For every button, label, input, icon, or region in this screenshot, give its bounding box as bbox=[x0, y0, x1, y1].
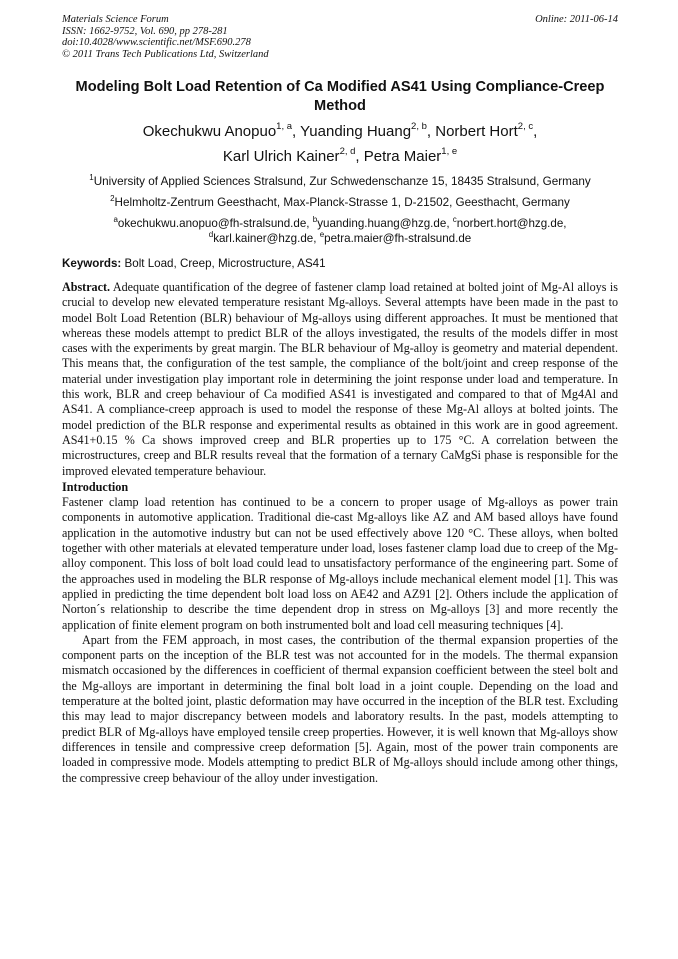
email-sup: b bbox=[312, 215, 318, 224]
email-sup: a bbox=[113, 215, 118, 224]
paper-page bbox=[62, 14, 618, 786]
author-name: Okechukwu Anopuo bbox=[142, 123, 277, 140]
affiliation-text: Helmholtz-Zentrum Geesthacht, Max-Planck-Strasse 1, D-21502, Geesthacht, Germany bbox=[114, 196, 570, 209]
section-heading-introduction: Introduction bbox=[62, 479, 129, 494]
email-line-1: $^a$okechukwu.anopuo@fh-stralsund.de, $^b$yuanding.huang@hzg.de, $^c$norbert.hort@hzg.de, bbox=[113, 215, 567, 230]
author-list bbox=[62, 119, 618, 169]
author-name: Norbert Hort bbox=[435, 123, 518, 140]
issn-line: ISSN: 1662-9752, Vol. 690, pp 278-281 bbox=[62, 25, 228, 37]
email-address[interactable]: petra.maier@fh-stralsund.de bbox=[324, 232, 472, 245]
email-address[interactable]: norbert.hort@hzg.de bbox=[456, 217, 564, 230]
email-list bbox=[62, 216, 618, 246]
abstract bbox=[62, 280, 618, 479]
affiliation-sup: 1 bbox=[89, 173, 94, 182]
online-date: Online: 2011-06-14 bbox=[535, 14, 618, 25]
author-sup: 1, a bbox=[276, 121, 293, 132]
paper-title: Modeling Bolt Load Retention of Ca Modified AS41 Using Compliance-Creep Method bbox=[75, 79, 605, 114]
copyright-line: © 2011 Trans Tech Publications Ltd, Switzerland bbox=[62, 48, 269, 60]
abstract-text: Adequate quantification of the degree of fastener clamp load retained at bolted joint of Mg-Al alloys is crucial to develop new elevated temperature resistant Mg-alloys. Several attempts have been made in the past to model Bolt Load Retention (BLR) behaviour of Mg-alloys using different approaches. It must be mentioned that whereas these models attempt to predict BLR of the alloys investigated, the results of the models differ in most cases with the experiments by great margin. The BLR behaviour of Mg-alloy is geometry and material dependent. This means that, the configuration of the test sample, the compliance of the bolt/joint and creep response of the material under investigation play important role in determining the joint response under load and temperature. In this work, BLR and creep behaviour of Ca modified AS41 is investigated and compared to that of Mg4Al and AS41. A compliance-creep approach is used to model the response of these Mg-Al alloys at bolted joints. The model prediction of the BLR response and experimental results as obtained in this work are in good agreement. AS41+0.15 % Ca shows improved creep and BLR properties up to 175 °C. A correlation between the microstructures, creep and BLR results reveal that the formation of a ternary CaMgSi phase is responsible for the improved elevated temperature behaviour. bbox=[62, 280, 618, 478]
doi-line[interactable]: doi:10.4028/www.scientific.net/MSF.690.278 bbox=[62, 37, 251, 48]
email-sup: e bbox=[319, 230, 325, 239]
keywords-label: Keywords: bbox=[62, 257, 122, 270]
journal-name: Materials Science Forum bbox=[62, 14, 169, 25]
author-sup: 2, c bbox=[517, 121, 534, 132]
author-sup: 1, e bbox=[441, 146, 458, 157]
publication-info bbox=[62, 14, 269, 60]
keywords bbox=[62, 256, 618, 271]
email-address[interactable]: yuanding.huang@hzg.de bbox=[317, 217, 447, 230]
journal-header bbox=[62, 14, 618, 60]
author-name: Petra Maier bbox=[363, 148, 442, 165]
intro-paragraph-1: Fastener clamp load retention has continued to be a concern to proper usage of Mg-alloys as power train components in automotive application. Traditional die-cast Mg-alloys like AZ and AM based alloys have found application in the automotive industry but can not be used effectively above 120 °C. These alloys, when bolted together with other materials at elevated temperature under load, loses fastener clamp load due to creep of the Mg-alloy component. This loss of bolt load could lead to unsatisfactory performance of the engineering part. Some of the approaches used in modeling the BLR response of Mg-alloys include mechanical element model [1]. This was applied in predicting the time dependent bolt load loss on AE42 and AZ91 [2]. Others include the application of Norton´s relationship to describe the time dependent drop in stress on Mg-alloys [3] and more recently the application of finite element program on both instrumented bolt and load cell measuring techniques [4]. bbox=[62, 495, 618, 632]
affiliation-1 bbox=[62, 174, 618, 189]
keywords-text: Bolt Load, Creep, Microstructure, AS41 bbox=[124, 257, 326, 270]
affiliation-text: University of Applied Sciences Stralsund, Zur Schwedenschanze 15, 18435 Stralsund, Germany bbox=[93, 175, 591, 188]
author-name: Yuanding Huang bbox=[300, 123, 412, 140]
email-address[interactable]: okechukwu.anopuo@fh-stralsund.de bbox=[117, 217, 307, 230]
email-sup: d bbox=[208, 230, 214, 239]
author-name: Karl Ulrich Kainer bbox=[222, 148, 340, 165]
author-sup: 2, b bbox=[411, 121, 427, 132]
affiliation-2 bbox=[62, 195, 618, 210]
abstract-label: Abstract. bbox=[62, 280, 111, 294]
email-address[interactable]: karl.kainer@hzg.de bbox=[213, 232, 314, 245]
author-line-1: Okechukwu Anopuo$^{1, a}$, Yuanding Huang$^{2, b}$, Norbert Hort$^{2, c}$, bbox=[142, 121, 538, 140]
email-sup: c bbox=[452, 215, 457, 224]
author-line-2: Karl Ulrich Kainer$^{2, d}$, Petra Maier$^{1, e}$ bbox=[222, 146, 458, 165]
author-sup: 2, d bbox=[339, 146, 356, 157]
affiliation-sup: 2 bbox=[110, 194, 115, 203]
intro-paragraph-2: Apart from the FEM approach, in most cases, the contribution of the thermal expansion properties of the component parts on the inception of the BLR test was not accounted for in the models. The thermal expansion mismatch occasioned by the differences in coefficient of thermal expansion coefficient between the steel bolt and the Mg-alloys are important in determining the final bolt load in a joint couple. Depending on the load and temperature at the bolted joint, plastic deformation may have occurred in the inception of the BLR test. Excluding this may lead to major discrepancy between models and laboratory results. In the past, models attempting to predict BLR of Mg-alloys have employed tensile creep properties. However, it is well known that Mg-alloys show differences in tensile and compressive creep deformation [5]. Again, most of the power train components are loaded in compressive mode. Models attempting to predict BLR of Mg-alloys should include among other things, the compressive creep behaviour of the alloy under investigation. bbox=[62, 632, 618, 785]
email-line-2: $^d$karl.kainer@hzg.de, $^e$petra.maier@fh-stralsund.de bbox=[208, 230, 472, 245]
